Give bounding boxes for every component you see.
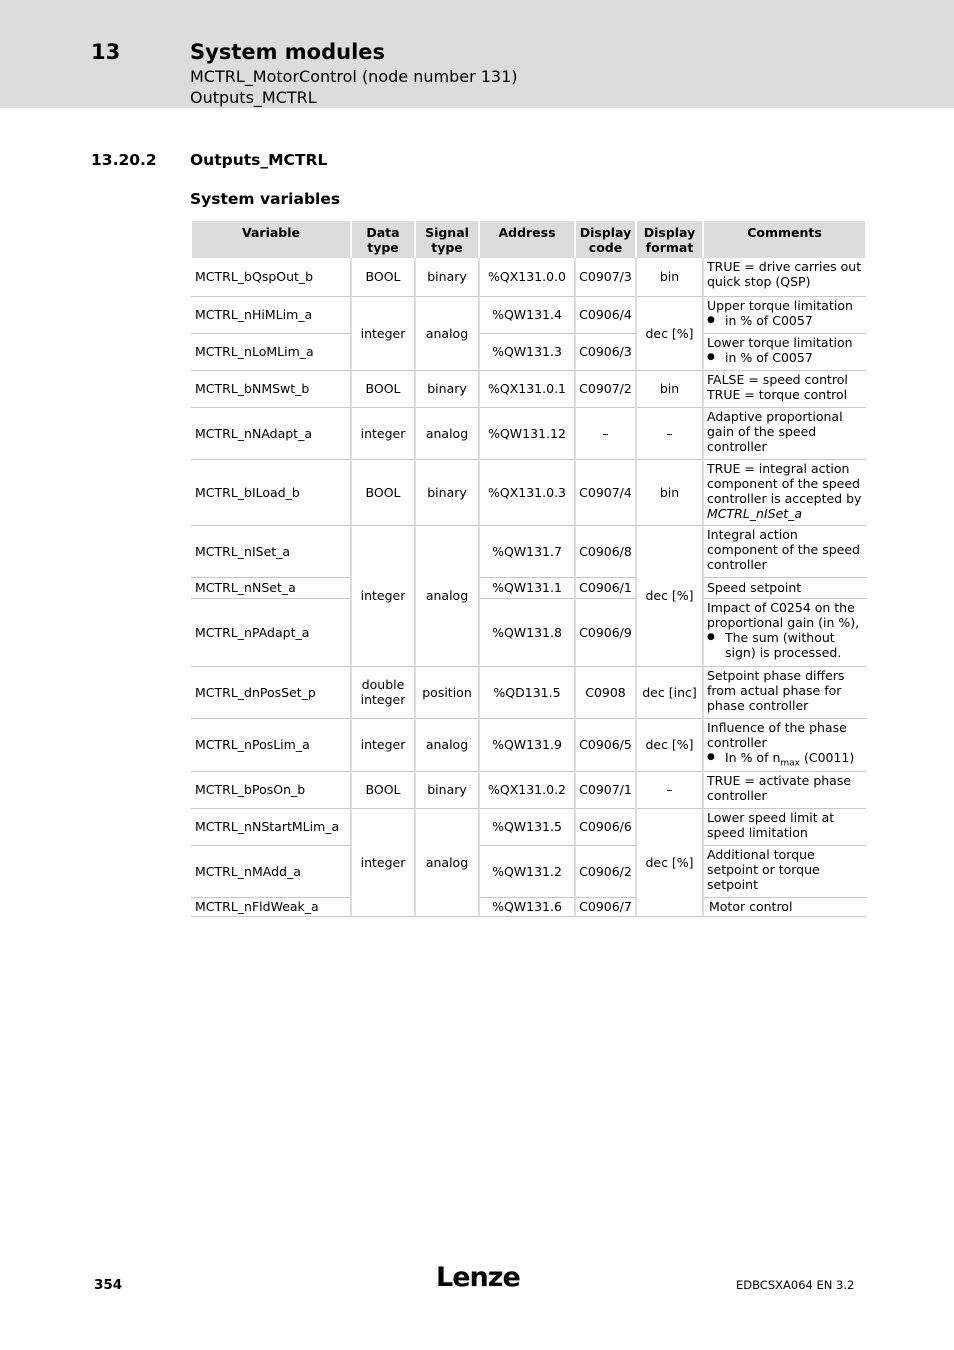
variable-cell: MCTRL_nISet_a xyxy=(191,525,351,577)
table-row xyxy=(191,771,866,808)
variable-cell: MCTRL_nPAdapt_a xyxy=(191,598,351,666)
address-cell: %QW131.2 xyxy=(479,845,575,897)
address-cell: %QW131.6 xyxy=(479,897,575,916)
display-format-cell: dec [%] xyxy=(636,296,703,370)
data-type-cell: integer xyxy=(351,407,415,459)
table-row xyxy=(191,577,866,598)
comment-text: Upper torque limitation xyxy=(707,297,853,313)
comment-text-2: TRUE = torque control xyxy=(707,386,848,402)
signal-type-cell: position xyxy=(415,666,479,718)
column-header: Signal type xyxy=(415,221,479,258)
comment-bullet xyxy=(707,749,864,768)
column-header: Comments xyxy=(703,221,866,258)
display-format-cell: – xyxy=(636,771,703,808)
column-header: Display format xyxy=(636,221,703,258)
chapter-number: 13 xyxy=(91,40,121,64)
display-format-cell: dec [%] xyxy=(636,808,703,916)
data-type-cell: BOOL xyxy=(351,258,415,296)
bullet-text-post: (C0011) xyxy=(800,749,855,765)
display-format-cell: – xyxy=(636,407,703,459)
comment-cell: Setpoint phase differs from actual phase for phase controller xyxy=(703,666,866,718)
signal-type-cell: binary xyxy=(415,459,479,525)
comment-cell: Lower speed limit at speed limitation xyxy=(703,808,866,845)
comment-italic-variable: MCTRL_nISet_a xyxy=(707,505,803,521)
data-type-cell: integer xyxy=(351,296,415,370)
variable-cell: MCTRL_nMAdd_a xyxy=(191,845,351,897)
variable-cell: MCTRL_bPosOn_b xyxy=(191,771,351,808)
table-row xyxy=(191,370,866,407)
variable-cell: MCTRL_bNMSwt_b xyxy=(191,370,351,407)
comment-text: Lower torque limitation xyxy=(707,334,853,350)
comment-cell: TRUE = drive carries out quick stop (QSP) xyxy=(703,258,866,296)
comment-cell xyxy=(703,296,866,333)
document-code: EDBCSXA064 EN 3.2 xyxy=(736,1278,855,1292)
display-code-cell: C0906/4 xyxy=(575,296,636,333)
signal-type-cell: analog xyxy=(415,525,479,666)
variable-cell: MCTRL_nHiMLim_a xyxy=(191,296,351,333)
table-row xyxy=(191,845,866,897)
table-row xyxy=(191,296,866,333)
address-cell: %QX131.0.3 xyxy=(479,459,575,525)
data-type-cell: BOOL xyxy=(351,459,415,525)
comment-bullet: ● in % of C0057 xyxy=(707,313,864,328)
data-type-cell: BOOL xyxy=(351,370,415,407)
comment-cell: Additional torque setpoint or torque setpoint xyxy=(703,845,866,897)
bullet-subscript: max xyxy=(780,758,800,768)
comment-text: Impact of C0254 on the proportional gain (in %), xyxy=(707,599,860,630)
variable-cell: MCTRL_nFldWeak_a xyxy=(191,897,351,916)
comment-cell xyxy=(703,370,866,407)
address-cell: %QX131.0.0 xyxy=(479,258,575,296)
variable-cell: MCTRL_nNSet_a xyxy=(191,577,351,598)
table-row xyxy=(191,598,866,666)
display-code-cell: – xyxy=(575,407,636,459)
data-type-cell: BOOL xyxy=(351,771,415,808)
display-code-cell: C0906/1 xyxy=(575,577,636,598)
comment-text: Influence of the phase controller xyxy=(707,719,847,750)
display-code-cell: C0906/7 xyxy=(575,897,636,916)
comment-cell: Speed setpoint xyxy=(703,577,866,598)
display-code-cell: C0907/3 xyxy=(575,258,636,296)
variable-cell: MCTRL_nNAdapt_a xyxy=(191,407,351,459)
comment-cell: Integral action component of the speed controller xyxy=(703,525,866,577)
variable-cell: MCTRL_nPosLim_a xyxy=(191,718,351,771)
comment-bullet: ● in % of C0057 xyxy=(707,350,864,365)
comment-cell xyxy=(703,718,866,771)
address-cell: %QW131.9 xyxy=(479,718,575,771)
system-variables-table xyxy=(190,221,867,917)
data-type-cell: double integer xyxy=(351,666,415,718)
signal-type-cell: binary xyxy=(415,258,479,296)
address-cell: %QX131.0.2 xyxy=(479,771,575,808)
signal-type-cell: analog xyxy=(415,407,479,459)
header-subtitle-module: MCTRL_MotorControl (node number 131) xyxy=(190,67,518,86)
table-row xyxy=(191,258,866,296)
display-code-cell: C0908 xyxy=(575,666,636,718)
address-cell: %QW131.3 xyxy=(479,333,575,370)
display-code-cell: C0907/2 xyxy=(575,370,636,407)
display-code-cell: C0907/4 xyxy=(575,459,636,525)
lenze-logo: Lenze xyxy=(436,1262,520,1293)
address-cell: %QX131.0.1 xyxy=(479,370,575,407)
comment-cell: Motor control xyxy=(703,897,866,916)
display-format-cell: bin xyxy=(636,258,703,296)
display-code-cell: C0906/9 xyxy=(575,598,636,666)
comment-text: FALSE = speed control xyxy=(707,371,848,387)
comment-text: TRUE = integral action component of the speed controller is accepted by xyxy=(707,460,862,506)
address-cell: %QW131.1 xyxy=(479,577,575,598)
comment-bullet: ● The sum (without sign) is processed. xyxy=(707,630,864,660)
table-row xyxy=(191,666,866,718)
subsection-title: System variables xyxy=(190,190,341,208)
address-cell: %QW131.12 xyxy=(479,407,575,459)
section-title: Outputs_MCTRL xyxy=(190,151,328,169)
bullet-text-pre: In % of n xyxy=(725,749,781,765)
signal-type-cell: analog xyxy=(415,718,479,771)
display-code-cell: C0906/2 xyxy=(575,845,636,897)
display-code-cell: C0906/8 xyxy=(575,525,636,577)
variable-cell: MCTRL_nLoMLim_a xyxy=(191,333,351,370)
address-cell: %QW131.4 xyxy=(479,296,575,333)
address-cell: %QW131.8 xyxy=(479,598,575,666)
comment-cell: TRUE = activate phase controller xyxy=(703,771,866,808)
signal-type-cell: analog xyxy=(415,808,479,916)
address-cell: %QW131.5 xyxy=(479,808,575,845)
data-type-cell: integer xyxy=(351,808,415,916)
signal-type-cell: analog xyxy=(415,296,479,370)
comment-cell: Adaptive proportional gain of the speed controller xyxy=(703,407,866,459)
display-format-cell: dec [inc] xyxy=(636,666,703,718)
display-code-cell: C0906/3 xyxy=(575,333,636,370)
table-row xyxy=(191,333,866,370)
signal-type-cell: binary xyxy=(415,370,479,407)
column-header: Variable xyxy=(191,221,351,258)
display-code-cell: C0907/1 xyxy=(575,771,636,808)
column-header: Display code xyxy=(575,221,636,258)
display-code-cell: C0906/5 xyxy=(575,718,636,771)
header-band xyxy=(0,0,954,108)
display-format-cell: dec [%] xyxy=(636,718,703,771)
display-code-cell: C0906/6 xyxy=(575,808,636,845)
chapter-title: System modules xyxy=(190,40,386,64)
data-type-cell: integer xyxy=(351,718,415,771)
column-header: Address xyxy=(479,221,575,258)
display-format-cell: bin xyxy=(636,459,703,525)
table-row xyxy=(191,459,866,525)
section-number: 13.20.2 xyxy=(91,151,157,169)
display-format-cell: dec [%] xyxy=(636,525,703,666)
data-type-cell: integer xyxy=(351,525,415,666)
comment-cell xyxy=(703,459,866,525)
table-row xyxy=(191,808,866,845)
address-cell: %QW131.7 xyxy=(479,525,575,577)
variable-cell: MCTRL_bQspOut_b xyxy=(191,258,351,296)
variable-cell: MCTRL_dnPosSet_p xyxy=(191,666,351,718)
column-header: Data type xyxy=(351,221,415,258)
header-subtitle-outputs: Outputs_MCTRL xyxy=(190,88,317,107)
table-header-row xyxy=(191,221,866,258)
table-row xyxy=(191,525,866,577)
variable-cell: MCTRL_nNStartMLim_a xyxy=(191,808,351,845)
variable-cell: MCTRL_bILoad_b xyxy=(191,459,351,525)
signal-type-cell: binary xyxy=(415,771,479,808)
comment-cell xyxy=(703,333,866,370)
table-row xyxy=(191,718,866,771)
table-row xyxy=(191,407,866,459)
address-cell: %QD131.5 xyxy=(479,666,575,718)
table-row xyxy=(191,897,866,916)
display-format-cell: bin xyxy=(636,370,703,407)
page-number: 354 xyxy=(94,1277,123,1293)
comment-cell xyxy=(703,598,866,666)
